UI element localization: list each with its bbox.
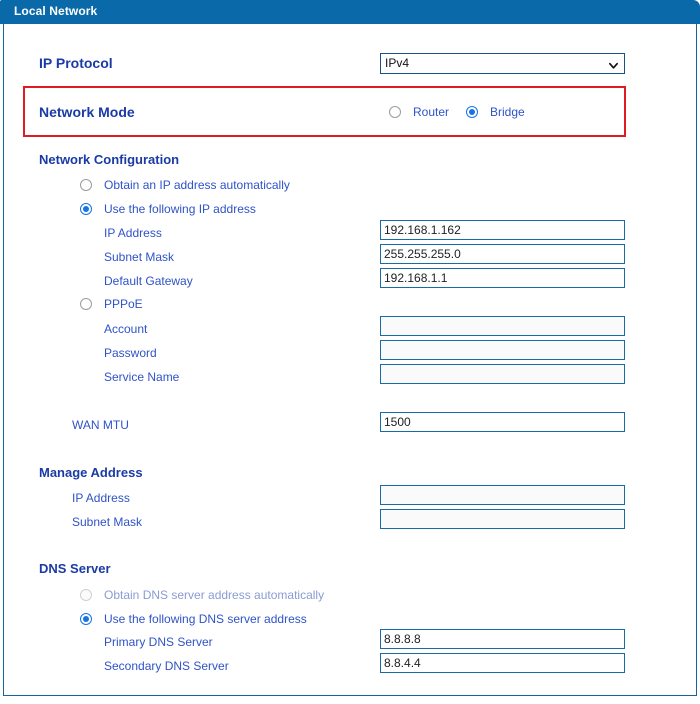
input-pppoe-password[interactable] <box>380 340 625 360</box>
label-use-following-dns[interactable]: Use the following DNS server address <box>104 612 307 626</box>
label-pppoe-password: Password <box>104 346 157 360</box>
radio-obtain-dns-automatically[interactable] <box>80 589 92 601</box>
label-secondary-dns-server: Secondary DNS Server <box>104 659 229 673</box>
input-wan-mtu[interactable] <box>380 412 625 432</box>
input-manage-subnet-mask[interactable] <box>380 509 625 529</box>
ip-protocol-select-value: IPv4 <box>385 56 410 70</box>
input-pppoe-service-name[interactable] <box>380 364 625 384</box>
network-mode-label-router[interactable]: Router <box>413 105 450 119</box>
input-manage-ip-address[interactable] <box>380 485 625 505</box>
label-pppoe-account: Account <box>104 322 148 336</box>
network-mode-label-bridge[interactable]: Bridge <box>490 105 525 119</box>
label-pppoe-service-name: Service Name <box>104 370 180 384</box>
ip-protocol-select[interactable] <box>380 53 625 74</box>
label-manage-ip-address: IP Address <box>72 491 130 505</box>
label-obtain-dns-automatically[interactable]: Obtain DNS server address automatically <box>104 588 325 602</box>
window-title: Local Network <box>14 4 98 18</box>
label-obtain-ip-automatically[interactable]: Obtain an IP address automatically <box>104 178 290 192</box>
label-use-following-ip[interactable]: Use the following IP address <box>104 202 256 216</box>
radio-use-following-ip[interactable] <box>80 203 92 215</box>
label-primary-dns-server: Primary DNS Server <box>104 635 213 649</box>
input-primary-dns-server[interactable] <box>380 629 625 649</box>
chevron-down-icon <box>608 58 619 69</box>
label-pppoe[interactable]: PPPoE <box>104 297 143 311</box>
input-default-gateway[interactable] <box>380 268 625 288</box>
network-configuration-title: Network Configuration <box>39 152 180 167</box>
network-mode-radio-router[interactable] <box>389 106 401 118</box>
input-secondary-dns-server[interactable] <box>380 653 625 673</box>
radio-pppoe[interactable] <box>80 298 92 310</box>
manage-address-title: Manage Address <box>39 465 143 480</box>
content-panel <box>3 24 697 696</box>
network-mode-label: Network Mode <box>39 104 135 120</box>
input-pppoe-account[interactable] <box>380 316 625 336</box>
input-ip-address[interactable] <box>380 220 625 240</box>
label-default-gateway: Default Gateway <box>104 274 193 288</box>
input-subnet-mask[interactable] <box>380 244 625 264</box>
radio-use-following-dns[interactable] <box>80 613 92 625</box>
network-mode-radio-bridge[interactable] <box>466 106 478 118</box>
label-wan-mtu: WAN MTU <box>72 418 129 432</box>
radio-obtain-ip-automatically[interactable] <box>80 179 92 191</box>
label-ip-address: IP Address <box>104 226 162 240</box>
dns-server-title: DNS Server <box>39 561 111 576</box>
label-subnet-mask: Subnet Mask <box>104 250 175 264</box>
ip-protocol-label: IP Protocol <box>39 55 113 71</box>
label-manage-subnet-mask: Subnet Mask <box>72 515 143 529</box>
window-titlebar <box>0 0 700 24</box>
